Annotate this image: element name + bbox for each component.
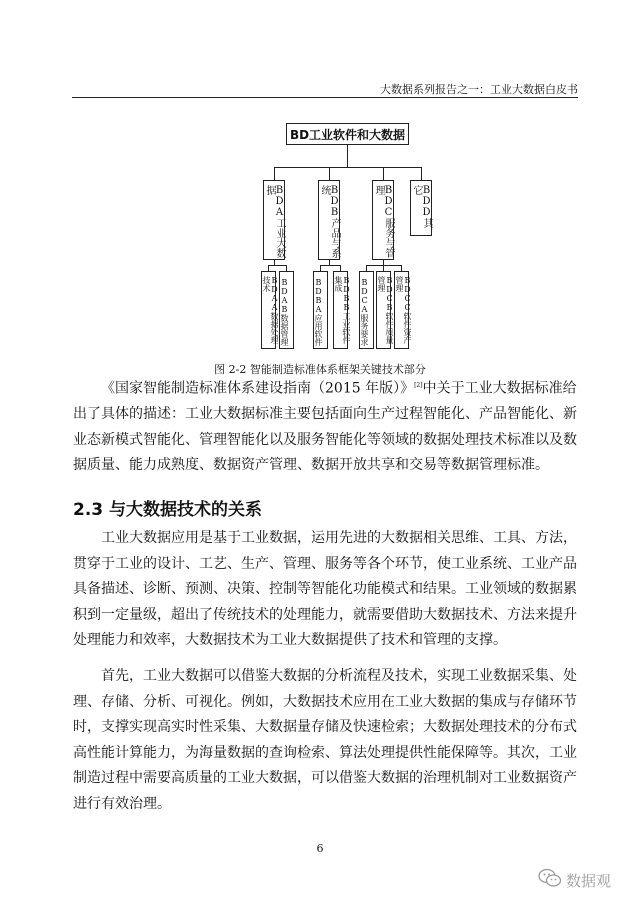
diagram-node-bdcb bbox=[376, 271, 394, 349]
body-paragraph: 首先，工业大数据可以借鉴大数据的分析流程及技术，实现工业数据采集、处理、存储、分析、可视化。例如，大数据技术应用在工业大数据的集成与存储环节时，支撑实现高实时性采集、大数据量存储及快速检索；大数据处理技术的分布式高性能计算能力，为海量数据的查询检索、算法处理提供性能保障等。其次，工业制造过程中需要高质量的工业大数据，可以借鉴大数据的治理机制对工业数据资产进行有效治理。 bbox=[73, 668, 577, 812]
diagram-root-label: BD工业软件和大数据 bbox=[289, 127, 406, 142]
diagram-node-label: BDCC软件资产管理 bbox=[395, 276, 412, 344]
diagram-node-label: BDA工业大数据 bbox=[264, 185, 285, 258]
connector-line bbox=[347, 145, 348, 167]
diagram-node-bdaa bbox=[261, 271, 279, 349]
section-heading: 2.3 与大数据技术的关系 bbox=[73, 500, 263, 520]
diagram-node-bdcc bbox=[394, 271, 412, 349]
connector-line bbox=[383, 167, 384, 180]
diagram-node-bdb bbox=[318, 180, 340, 260]
diagram-node-label: BDB产品与系统 bbox=[319, 185, 340, 258]
watermark-text: 数据观 bbox=[566, 871, 612, 890]
diagram-node-bdc bbox=[372, 180, 394, 260]
connector-line bbox=[274, 167, 421, 168]
diagram-root-node bbox=[286, 123, 409, 145]
figure-caption: 图 2-2 智能制造标准体系框架关键技术部分 bbox=[214, 363, 426, 376]
intro-text: 《国家智能制造标准体系建设指南（2015 年版）》 bbox=[101, 380, 415, 397]
diagram-node-bdba bbox=[313, 271, 328, 349]
diagram-node-label: BDD其它 bbox=[411, 185, 432, 228]
citation-ref: [2] bbox=[414, 382, 423, 389]
intro-text: 中关于工业大数据标准给出了具体的描述：工业大数据标准主要包括面向生产过程智能化、产品智能化、新业态新模式智能化、管理智能化以及服务智能化等领域的数据处理技术标准以及数据质量、能力成熟度、数据资产管理、数据开放共享和交易等数据管理标准。 bbox=[73, 380, 577, 474]
diagram-node-bdbb bbox=[333, 271, 351, 349]
wechat-icon bbox=[538, 868, 562, 892]
diagram-node-bda bbox=[263, 180, 285, 260]
page-header: 大数据系列报告之一：工业大数据白皮书 bbox=[380, 83, 578, 96]
diagram-node-label: BDCB软件质量管理 bbox=[377, 276, 394, 344]
diagram-node-label: BDC服务与管理 bbox=[373, 185, 394, 258]
connector-line bbox=[329, 167, 330, 180]
body-paragraph: 工业大数据应用是基于工业数据，运用先进的大数据相关思维、工具、方法，贯穿于工业的设计、工艺、生产、管理、服务等各个环节，使工业系统、工业产品具备描述、诊断、预测、决策、控制等智能化功能模式和结果。工业领域的数据累积到一定量级，超出了传统技术的处理能力，就需要借助大数据技术、方法来提升处理能力和效率，大数据技术为工业大数据提供了技术和管理的支撑。 bbox=[73, 530, 577, 649]
connector-line bbox=[274, 167, 275, 180]
diagram-node-label: BDCA服务要求 bbox=[360, 278, 369, 346]
diagram-node-bdab bbox=[279, 271, 294, 349]
standards-framework-diagram bbox=[258, 123, 434, 353]
diagram-node-bdca bbox=[359, 271, 374, 349]
intro-paragraph bbox=[73, 373, 581, 479]
connector-line bbox=[421, 167, 422, 180]
header-divider bbox=[72, 97, 578, 98]
diagram-node-label: BDAA数据处理技术 bbox=[262, 276, 279, 344]
diagram-node-label: BDAB数据管理 bbox=[280, 278, 289, 346]
connector-line bbox=[320, 265, 340, 266]
diagram-node-label: BDBB工业软件集成 bbox=[334, 276, 351, 344]
diagram-node-label: BDBA应用软件 bbox=[314, 278, 323, 346]
connector-line bbox=[268, 265, 286, 266]
watermark bbox=[538, 868, 611, 892]
diagram-node-bdd bbox=[410, 180, 432, 236]
page-number: 6 bbox=[316, 842, 324, 855]
